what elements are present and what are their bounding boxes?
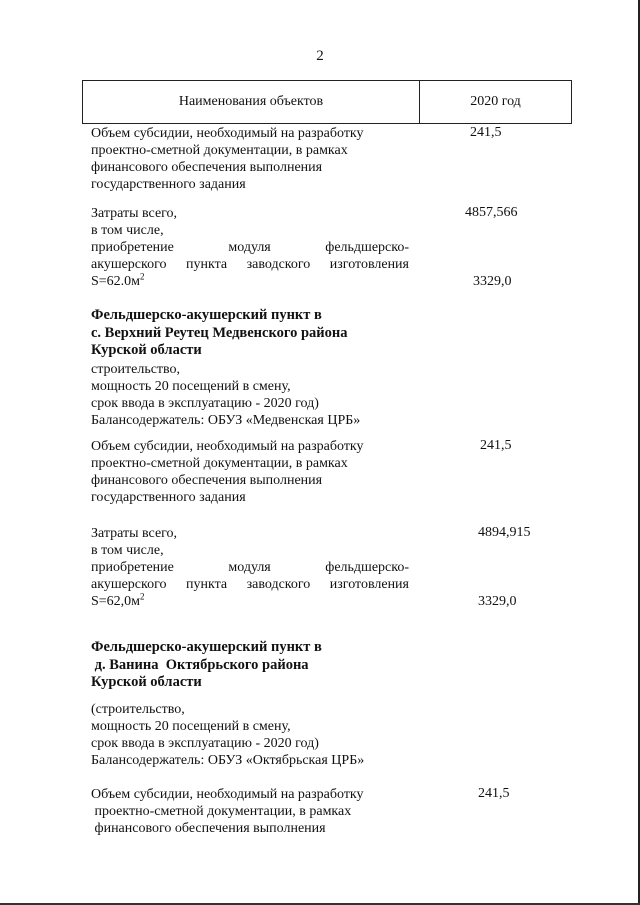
b3-info: (строительство, мощность 20 посещений в смену, срок ввода в эксплуатацию - 2020 год) Балансодержатель: ОБУЗ «Октябрьская ЦРБ»	[91, 702, 365, 768]
b1-subsidy-value: 241,5	[470, 125, 502, 140]
b1-costs-text: Затраты всего, в том числе, приобретение модуля фельдшерско- акушерского пункта заводского изготовления $S=62.0м^2$	[91, 206, 409, 289]
b1-costs-value: 4857,566	[465, 205, 518, 220]
page-number: 2	[316, 48, 324, 64]
b2-subsidy-value: 241,5	[480, 438, 512, 453]
b2-title: Фельдшерско-акушерский пункт в с. Верхний Реутец Медвенского района Курской области	[91, 307, 348, 358]
b3-subsidy-text: Объем субсидии, необходимый на разработку проектно-сметной документации, в рамках финансового обеспечения выполнения	[91, 787, 364, 836]
b2-info: строительство, мощность 20 посещений в смену, срок ввода в эксплуатацию - 2020 год) Балансодержатель: ОБУЗ «Медвенская ЦРБ»	[91, 362, 361, 428]
b2-module-value: 3329,0	[478, 594, 517, 609]
b1-module-value: 3329,0	[473, 274, 512, 289]
header-col-objects: Наименования объектов	[178, 94, 324, 109]
b2-costs-value: 4894,915	[478, 525, 531, 540]
b2-subsidy-text: Объем субсидии, необходимый на разработку проектно-сметной документации, в рамках финансового обеспечения выполнения государственного задания	[91, 439, 364, 505]
b3-subsidy-value: 241,5	[478, 786, 510, 801]
b2-costs-text: Затраты всего, в том числе, приобретение модуля фельдшерско- акушерского пункта заводского изготовления $S=62,0м^2$	[91, 526, 409, 609]
b1-subsidy-text: Объем субсидии, необходимый на разработку проектно-сметной документации, в рамках финансового обеспечения выполнения государственного задания	[91, 126, 364, 192]
b3-title: Фельдшерско-акушерский пункт в д. Ванина Октябрьского района Курской области	[91, 639, 322, 690]
table-header	[82, 80, 572, 124]
header-col-year: 2020 год	[470, 94, 521, 109]
